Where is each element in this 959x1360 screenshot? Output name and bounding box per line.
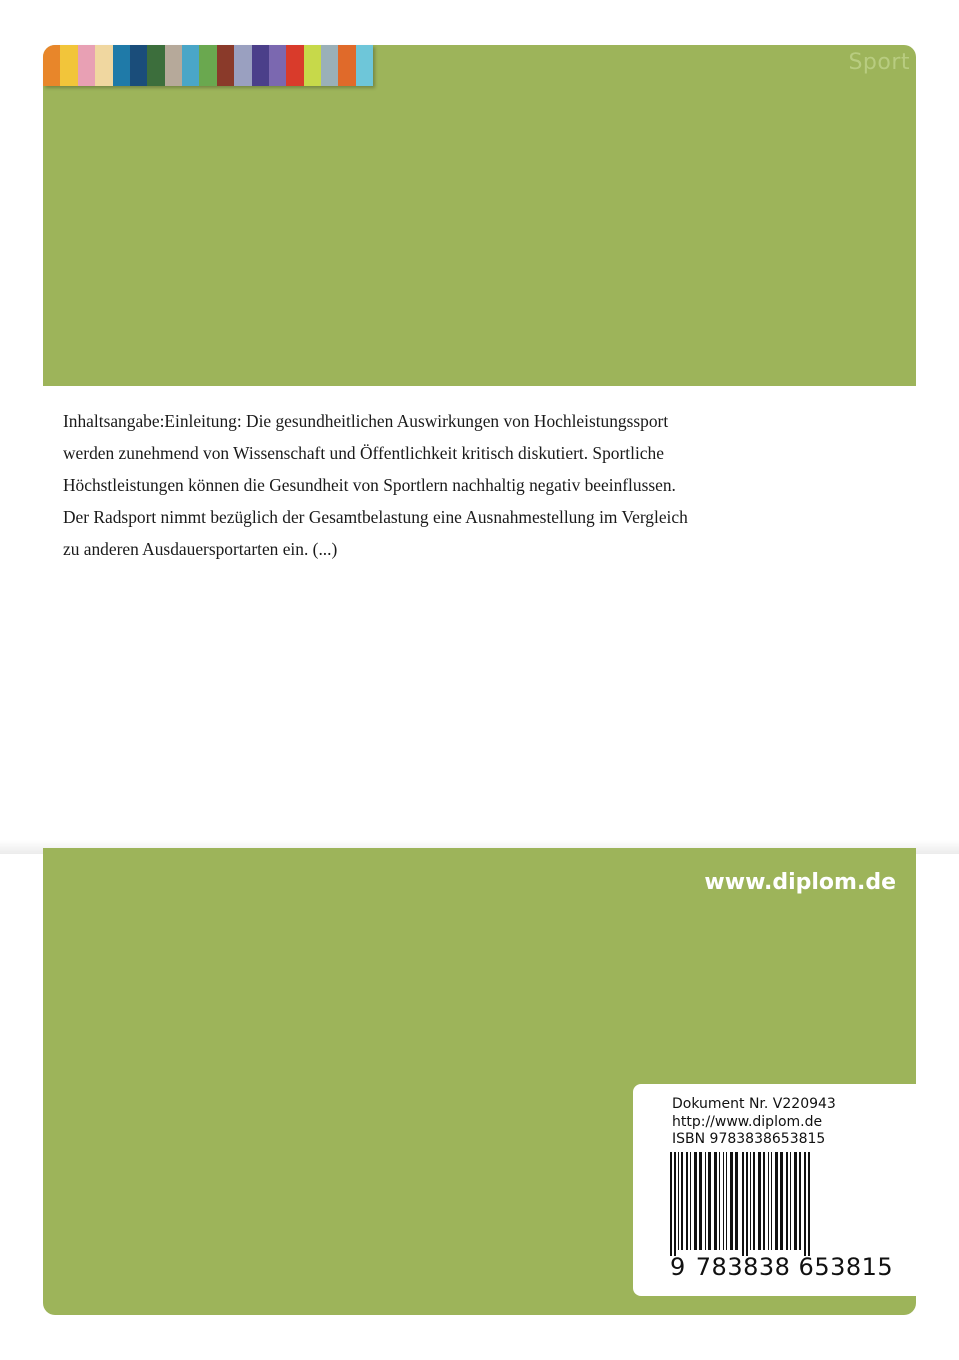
description-line: Der Radsport nimmt bezüglich der Gesamtbelastung eine Ausnahmestellung im Vergleich (63, 507, 688, 527)
barcode-bar (714, 1152, 717, 1250)
description-line: Höchstleistungen können die Gesundheit von Sportlern nachhaltig negativ beeinflussen. (63, 475, 676, 495)
barcode-bar (742, 1152, 744, 1256)
category-label: Sport (848, 50, 910, 75)
document-website: http://www.diplom.de (672, 1113, 823, 1130)
barcode-digits-right: 653815 (798, 1253, 894, 1281)
color-stripe (269, 45, 286, 86)
description-line: Inhaltsangabe:Einleitung: Die gesundheitlichen Auswirkungen von Hochleistungssport (63, 411, 669, 431)
color-stripe (356, 45, 373, 86)
barcode-bar (719, 1152, 720, 1250)
color-stripe (60, 45, 77, 86)
barcode-bar (726, 1152, 727, 1250)
color-stripe (286, 45, 303, 86)
color-stripe (199, 45, 216, 86)
color-stripe (252, 45, 269, 86)
color-stripe (234, 45, 251, 86)
color-stripe (147, 45, 164, 86)
barcode-bar (723, 1152, 724, 1250)
barcode-bar (771, 1152, 772, 1250)
color-stripe (43, 45, 60, 86)
barcode-bar (780, 1152, 783, 1250)
barcode-bar (699, 1152, 702, 1250)
barcode-bar (681, 1152, 683, 1250)
barcode-bar (768, 1152, 769, 1250)
barcode-bar (686, 1152, 688, 1250)
barcode-bar (750, 1152, 751, 1250)
barcode-bar (753, 1152, 755, 1250)
barcode-bar (775, 1152, 778, 1250)
barcode-icon (670, 1152, 896, 1256)
barcode-bar (790, 1152, 791, 1250)
barcode-digit-first: 9 (670, 1253, 686, 1281)
barcode-bar (690, 1152, 691, 1250)
top-cover-panel (43, 45, 916, 386)
description-line: werden zunehmend von Wissenschaft und Öffentlichkeit kritisch diskutiert. Sportliche (63, 443, 664, 463)
barcode-bar (763, 1152, 765, 1250)
barcode-meta (672, 1096, 836, 1149)
color-stripe (113, 45, 130, 86)
color-stripe (182, 45, 199, 86)
barcode-bar (786, 1152, 788, 1250)
barcode-bar (746, 1152, 748, 1256)
document-number: Dokument Nr. V220943 (672, 1096, 836, 1112)
publisher-url: www.diplom.de (704, 870, 896, 895)
barcode-bar (708, 1152, 711, 1250)
color-stripe (165, 45, 182, 86)
color-stripe (217, 45, 234, 86)
description-line: zu anderen Ausdauersportarten ein. (...) (63, 539, 338, 559)
barcode-bar (730, 1152, 733, 1250)
barcode-bar (694, 1152, 697, 1250)
barcode-bar (794, 1152, 797, 1250)
isbn-text: ISBN 9783838653815 (672, 1131, 826, 1147)
barcode-bar (674, 1152, 676, 1256)
color-stripe (321, 45, 338, 86)
color-stripe (78, 45, 95, 86)
color-stripe (338, 45, 355, 86)
barcode-bar (670, 1152, 672, 1256)
barcode-digits (670, 1253, 895, 1281)
barcode-bar (678, 1152, 679, 1250)
book-description (63, 405, 875, 565)
color-stripe (304, 45, 321, 86)
barcode-bar (705, 1152, 706, 1250)
barcode-digits-left: 783838 (695, 1253, 791, 1281)
color-stripe-bar (43, 45, 373, 86)
barcode-bar (804, 1152, 806, 1256)
barcode-bar (799, 1152, 801, 1250)
color-stripe (130, 45, 147, 86)
barcode-bar (758, 1152, 761, 1250)
color-stripe (95, 45, 112, 86)
barcode-bar (735, 1152, 738, 1250)
barcode-bar (808, 1152, 810, 1256)
